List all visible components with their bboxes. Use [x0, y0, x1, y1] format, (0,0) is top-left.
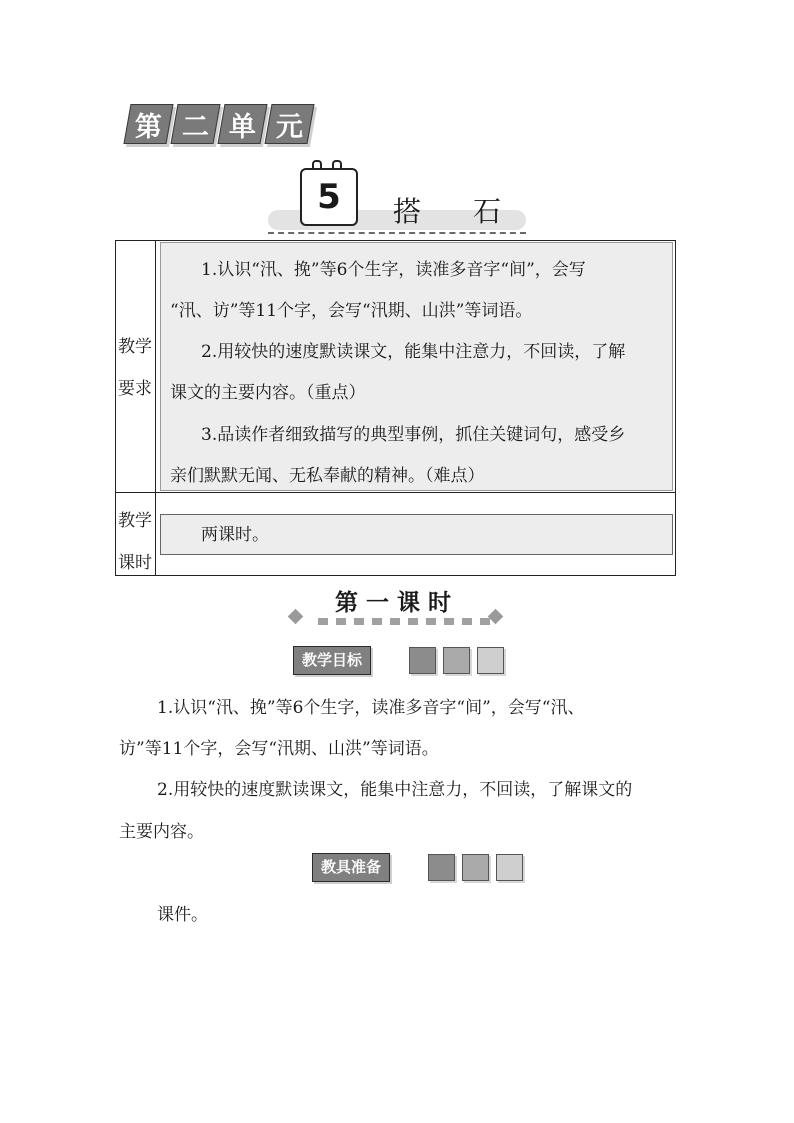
requirement-line: “汛、访”等11个字，会写“汛期、山洪”等词语。	[170, 301, 533, 321]
requirement-line: 3.品读作者细致描写的典型事例，抓住关键词句，感受乡	[201, 425, 626, 445]
periods-label: 教学 课时	[118, 511, 152, 573]
label-square-icon	[428, 854, 455, 881]
requirements-label: 教学 要求	[118, 337, 152, 399]
table-divider	[155, 240, 156, 576]
label-square-icon	[409, 647, 436, 674]
label-square-icon	[477, 647, 504, 674]
requirement-line: 2.用较快的速度默读课文，能集中注意力，不回读，了解	[201, 342, 626, 362]
objective-line: 1.认识“汛、挽”等6个生字，读准多音字“间”，会写“汛、	[157, 698, 585, 718]
session-title: 第一课时	[335, 590, 459, 616]
objective-line: 主要内容。	[119, 822, 204, 842]
materials-text: 课件。	[157, 905, 208, 925]
requirement-line: 亲们默默无闻、无私奉献的精神。（难点）	[170, 466, 485, 486]
requirement-line: 1.认识“汛、挽”等6个生字，读准多音字“间”，会写	[201, 260, 586, 280]
unit-char: 单	[217, 104, 267, 144]
lesson-title: 搭石	[393, 195, 554, 228]
unit-banner	[127, 104, 311, 148]
requirement-line: 课文的主要内容。（重点）	[170, 383, 366, 403]
lesson-number-badge: 5	[300, 168, 358, 226]
unit-char: 第	[123, 104, 173, 144]
session-divider	[318, 618, 490, 625]
unit-char: 元	[264, 104, 314, 144]
objectives-label: 教学目标	[293, 646, 371, 675]
label-square-icon	[462, 854, 489, 881]
lesson-title-underline	[268, 232, 526, 234]
materials-label: 教具准备	[312, 853, 390, 882]
table-divider	[115, 492, 676, 493]
periods-box: 两课时。	[160, 514, 673, 555]
label-square-icon	[496, 854, 523, 881]
objective-line: 访”等11个字，会写“汛期、山洪”等词语。	[119, 739, 439, 759]
label-square-icon	[443, 647, 470, 674]
unit-char: 二	[170, 104, 220, 144]
objective-line: 2.用较快的速度默读课文，能集中注意力，不回读，了解课文的	[157, 780, 633, 800]
